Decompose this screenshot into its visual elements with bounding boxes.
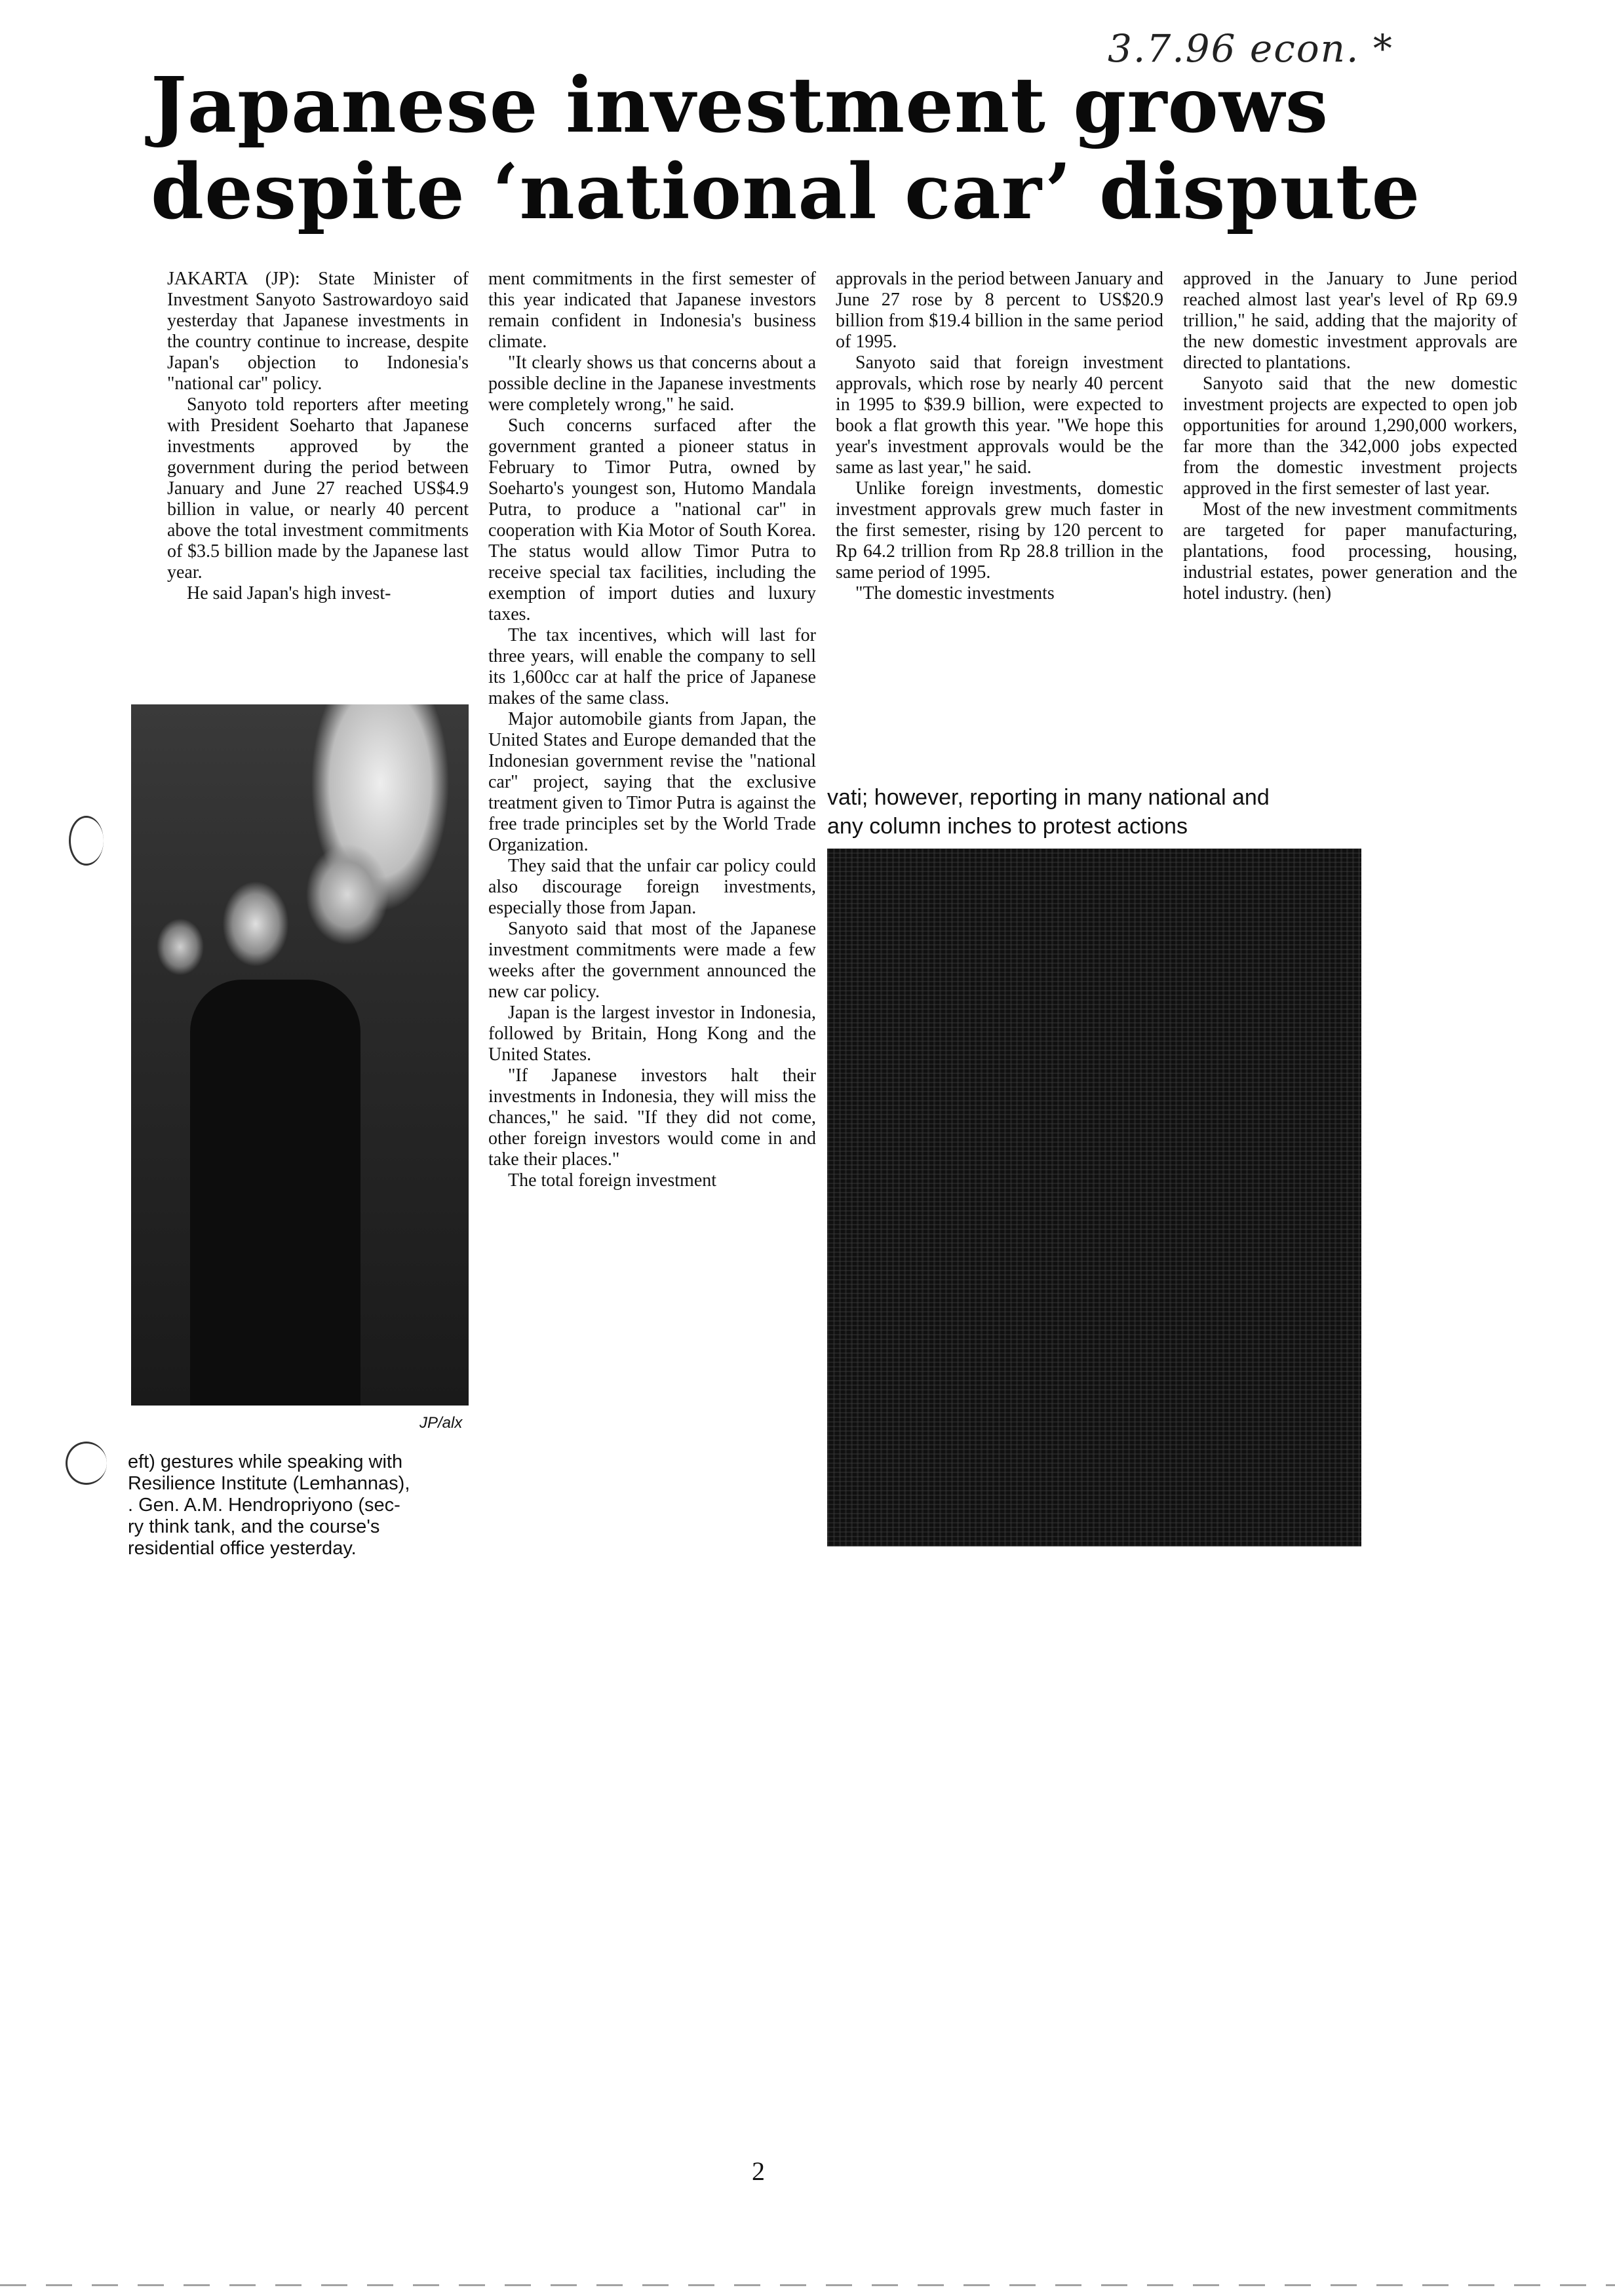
headline: [151, 62, 1527, 235]
headline-line-1: Japanese investment grows: [151, 61, 1329, 150]
paragraph: "If Japanese investors halt their investments in Indonesia, they will miss the chances," he said. "If they did not come, other foreign investors would come in and take their places.": [488, 1065, 816, 1170]
article-column-1: [167, 269, 469, 604]
paragraph: He said Japan's high invest-: [187, 583, 391, 603]
article-column-4: [1183, 269, 1517, 604]
scan-edge-line: [0, 2284, 1615, 2286]
adjacent-article-fragment: vati; however, reporting in many national and any column inches to protest actions: [827, 785, 1270, 839]
scan-mark: [66, 1442, 107, 1485]
paragraph: Japan is the largest investor in Indonesia, followed by Britain, Hong Kong and the United States.: [488, 1003, 816, 1065]
headline-line-2: despite ‘national car’ dispute: [151, 147, 1421, 237]
paragraph: Sanyoto said that most of the Japanese investment commitments were made a few weeks after the government announced the new car policy.: [488, 919, 816, 1002]
paragraph: Sanyoto said that foreign investment approvals, which rose by nearly 40 percent in 1995 to $39.9 billion, were expected to book a flat growth this year. "We hope this year's investment approvals would be the same as last year," he said.: [836, 353, 1163, 478]
paragraph: The total foreign investment: [508, 1170, 717, 1191]
paragraph: Such concerns surfaced after the government granted a pioneer status in February to Timor Putra, owned by Soeharto's youngest son, Hutomo Mandala Putra, to produce a "national car" in cooperation with Kia Motor of South Korea. The status would allow Timor Putra to receive special tax facilities, including the exemption of import duties and luxury taxes.: [488, 415, 816, 624]
article-column-3: [836, 269, 1163, 604]
news-photo: [131, 704, 469, 1406]
page-number: 2: [752, 2156, 765, 2186]
paragraph: Major automobile giants from Japan, the United States and Europe demanded that the Indonesian government revise the "national car" project, saying that the exclusive treatment given to Timor Putra is against the free trade principles set by the World Trade Organization.: [488, 709, 816, 855]
scan-mark: [69, 816, 104, 866]
photo-credit: JP/alx: [419, 1414, 463, 1432]
blacked-out-photo: [827, 849, 1361, 1546]
paragraph: Most of the new investment commitments are targeted for paper manufacturing, plantations, food processing, housing, industrial estates, power generation and the hotel industry. (hen): [1183, 499, 1517, 603]
photo-figure: [190, 980, 360, 1406]
article-column-2: [488, 269, 816, 1191]
paragraph: Sanyoto said that the new domestic investment projects are expected to open job opportunities for around 1,290,000 workers, far more than the 342,000 jobs expected from the domestic investment projects approved in the first semester of last year.: [1183, 373, 1517, 499]
paragraph: approvals in the period between January and June 27 rose by 8 percent to US$20.9 billion from $19.4 billion in the same period of 1995.: [836, 269, 1163, 352]
paragraph: ment commitments in the first semester of this year indicated that Japanese investors remain confident in Indonesia's business climate.: [488, 269, 816, 352]
paragraph: Sanyoto told reporters after meeting with President Soeharto that Japanese investments approved by the government during the period between January and June 27 reached US$4.9 billion in value, or nearly 40 percent above the total investment commitments of $3.5 billion made by the Japanese last year.: [167, 394, 469, 583]
paragraph: They said that the unfair car policy could also discourage foreign investments, especially those from Japan.: [488, 856, 816, 918]
paragraph: The tax incentives, which will last for three years, will enable the company to sell its 1,600cc car at half the price of Japanese makes of the same class.: [488, 625, 816, 708]
paragraph: approved in the January to June period reached almost last year's level of Rp 69.9 trillion," he said, adding that the majority of the new domestic investment approvals are directed to plantations.: [1183, 269, 1517, 373]
paragraph: Unlike foreign investments, domestic investment approvals grew much faster in the first semester, rising by 120 percent to Rp 64.2 trillion from Rp 28.8 trillion in the same period of 1995.: [836, 478, 1163, 583]
paragraph: "It clearly shows us that concerns about a possible decline in the Japanese investments were completely wrong," he said.: [488, 353, 816, 415]
photo-caption: eft) gestures while speaking with Resilience Institute (Lemhannas), . Gen. A.M. Hendropriyono (sec- ry think tank, and the course's residential office yesterday.: [128, 1451, 410, 1559]
paragraph: JAKARTA (JP): State Minister of Investment Sanyoto Sastrowardoyo said yesterday that Japanese investments in the country continue to increase, despite Japan's objection to Indonesia's "national car" policy.: [167, 269, 469, 394]
handwritten-date-note: 3.7.96 econ. *: [1108, 26, 1393, 71]
paragraph: "The domestic investments: [855, 583, 1055, 603]
